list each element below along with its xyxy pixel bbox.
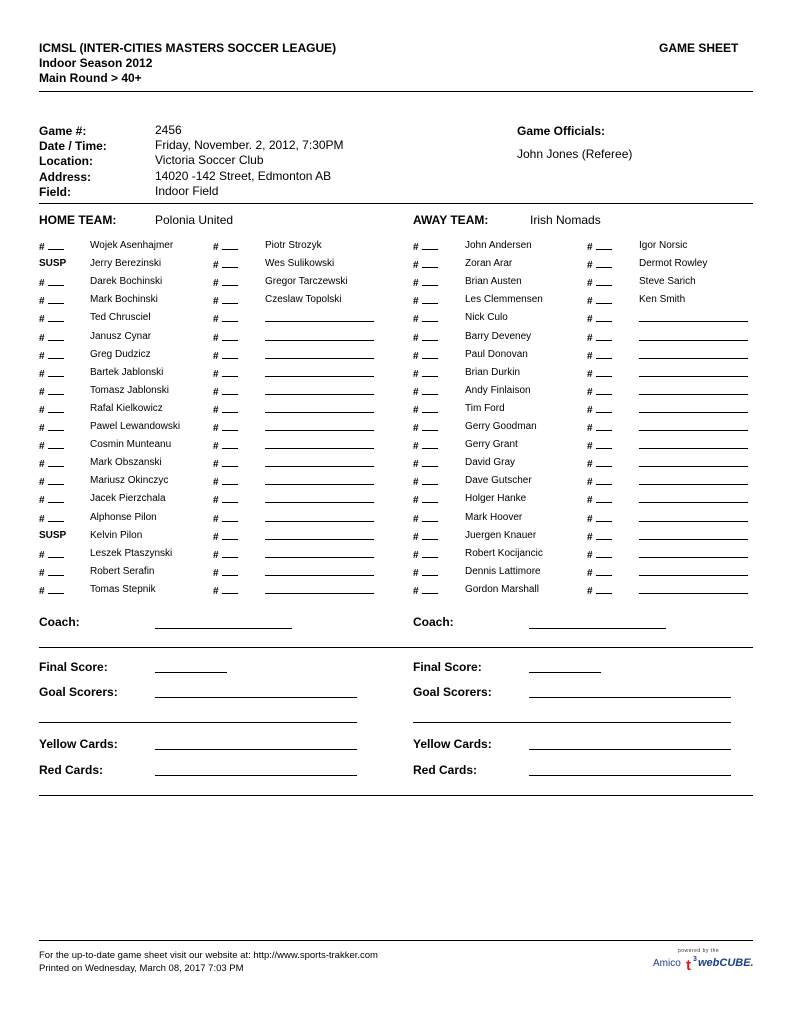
roster-row — [0, 385, 791, 403]
home-final-score-label: Final Score: — [39, 660, 108, 674]
location-label: Location: — [39, 154, 93, 168]
jersey-number-label: # — [213, 441, 219, 452]
player-name-blank[interactable] — [639, 331, 748, 345]
jersey-number-label: # — [213, 459, 219, 470]
player-name: Zoran Arar — [465, 258, 513, 269]
jersey-number-line[interactable] — [596, 530, 612, 540]
player-name: Ken Smith — [639, 294, 686, 305]
jersey-number-cell[interactable] — [587, 294, 612, 308]
field-value: Indoor Field — [155, 184, 219, 198]
jersey-number-label: # — [413, 586, 419, 597]
roster-row — [0, 475, 791, 493]
jersey-number-cell[interactable] — [587, 566, 612, 580]
away-goal-scorers-line[interactable] — [529, 697, 731, 698]
jersey-number-line[interactable] — [596, 457, 612, 467]
jersey-number-label: # — [213, 495, 219, 506]
roster-row — [0, 439, 791, 457]
player-name: Darek Bochinski — [90, 276, 163, 287]
jersey-number-line[interactable] — [596, 566, 612, 576]
roster-row — [0, 258, 791, 276]
player-name: Juergen Knauer — [465, 530, 537, 541]
away-coach-line[interactable] — [529, 628, 666, 629]
home-yellow-cards-label: Yellow Cards: — [39, 737, 118, 751]
jersey-number-cell[interactable] — [587, 385, 612, 399]
player-name: John Andersen — [465, 240, 532, 251]
player-name: Gregor Tarczewski — [265, 276, 348, 287]
home-red-cards-label: Red Cards: — [39, 763, 104, 777]
jersey-number-line[interactable] — [596, 421, 612, 431]
roster-row — [0, 421, 791, 439]
jersey-number-label: # — [213, 242, 219, 253]
jersey-number-cell[interactable] — [587, 367, 612, 381]
away-yellow-cards-line[interactable] — [529, 749, 731, 750]
jersey-number-cell[interactable] — [587, 276, 612, 290]
jersey-number-label: # — [413, 314, 419, 325]
jersey-number-line[interactable] — [596, 439, 612, 449]
jersey-number-label: # — [587, 278, 593, 289]
player-name-blank[interactable] — [639, 512, 748, 526]
player-name-line[interactable] — [639, 530, 748, 540]
jersey-number-cell[interactable] — [587, 493, 612, 507]
jersey-number-label: # — [413, 333, 419, 344]
home-red-cards-line[interactable] — [155, 775, 357, 776]
suspended-badge: SUSP — [39, 530, 67, 541]
jersey-number-label: # — [413, 242, 419, 253]
jersey-number-label: # — [587, 550, 593, 561]
jersey-number-label: # — [587, 369, 593, 380]
player-name: Mariusz Okinczyc — [90, 475, 169, 486]
jersey-number-label: # — [213, 369, 219, 380]
jersey-number-label: # — [39, 296, 45, 307]
jersey-number-label: # — [213, 405, 219, 416]
player-name: Tim Ford — [465, 403, 505, 414]
away-goal-scorers-label: Goal Scorers: — [413, 685, 492, 699]
player-name: Tomas Stepnik — [90, 584, 156, 595]
away-red-cards-line[interactable] — [529, 775, 731, 776]
jersey-number-line[interactable] — [596, 493, 612, 503]
jersey-number-label: # — [587, 477, 593, 488]
player-name: Dermot Rowley — [639, 258, 708, 269]
jersey-number-label: # — [587, 351, 593, 362]
player-name: Bartek Jablonski — [90, 367, 164, 378]
player-name-blank[interactable] — [639, 475, 748, 489]
jersey-number-label: # — [587, 495, 593, 506]
player-name: Robert Kocijancic — [465, 548, 543, 559]
roster-row — [0, 457, 791, 475]
jersey-number-line[interactable] — [596, 512, 612, 522]
address-value: 14020 -142 Street, Edmonton AB — [155, 169, 332, 183]
roster-row — [0, 294, 791, 312]
logo-tagline: powered by the — [678, 948, 720, 954]
jersey-number-label: # — [413, 532, 419, 543]
player-name: Greg Dudzicz — [90, 349, 151, 360]
player-name-line[interactable] — [639, 403, 748, 413]
player-name: Pawel Lewandowski — [90, 421, 181, 432]
player-name: Kelvin Pilon — [90, 530, 143, 541]
t3-logo-icon — [685, 954, 699, 972]
player-name-line[interactable] — [639, 312, 748, 322]
player-name: Wojek Asenhajmer — [90, 240, 174, 251]
jersey-number-label: # — [213, 314, 219, 325]
roster-row — [0, 331, 791, 349]
officials-value: John Jones (Referee) — [517, 147, 633, 161]
player-name-line[interactable] — [639, 421, 748, 431]
jersey-number-label: # — [39, 278, 45, 289]
jersey-number-label: # — [413, 514, 419, 525]
results-divider — [39, 795, 753, 796]
player-name-blank[interactable] — [639, 530, 748, 544]
jersey-number-label: # — [213, 296, 219, 307]
jersey-number-line[interactable] — [596, 258, 612, 268]
jersey-number-line[interactable] — [596, 367, 612, 377]
home-goal-scorers-label: Goal Scorers: — [39, 685, 118, 699]
player-name: Cosmin Munteanu — [90, 439, 172, 450]
player-name: Jacek Pierzchala — [90, 493, 166, 504]
field-label: Field: — [39, 185, 71, 199]
jersey-number-cell[interactable] — [587, 421, 612, 435]
location-value: Victoria Soccer Club — [155, 153, 264, 167]
player-name-line[interactable] — [639, 457, 748, 467]
player-name: Rafal Kielkowicz — [90, 403, 163, 414]
home-coach-label: Coach: — [39, 615, 80, 629]
webcube-logo — [651, 948, 753, 972]
jersey-number-label: # — [39, 550, 45, 561]
roster-row — [0, 349, 791, 367]
away-team-label: AWAY TEAM: — [413, 213, 489, 227]
jersey-number-label: # — [39, 314, 45, 325]
home-team-label: HOME TEAM: — [39, 213, 117, 227]
jersey-number-label: # — [413, 351, 419, 362]
player-name-line[interactable] — [639, 512, 748, 522]
player-name: Dennis Lattimore — [465, 566, 541, 577]
jersey-number-label: # — [413, 387, 419, 398]
jersey-number-cell[interactable] — [587, 258, 612, 272]
roster-row — [0, 493, 791, 511]
jersey-number-cell[interactable] — [587, 475, 612, 489]
player-name-line[interactable] — [639, 331, 748, 341]
jersey-number-cell[interactable] — [587, 530, 612, 544]
player-name: David Gray — [465, 457, 516, 468]
game-number-value: 2456 — [155, 123, 182, 137]
roster-row — [0, 403, 791, 421]
jersey-number-cell[interactable] — [587, 548, 612, 562]
jersey-number-label: # — [587, 568, 593, 579]
home-goal-scorers-line-2[interactable] — [39, 722, 357, 723]
jersey-number-label: # — [413, 550, 419, 561]
jersey-number-cell[interactable] — [587, 312, 612, 326]
player-name-line[interactable] — [639, 367, 748, 377]
home-goal-scorers-line[interactable] — [155, 697, 357, 698]
jersey-number-label: # — [39, 369, 45, 380]
doc-type-title: GAME SHEET — [659, 41, 739, 55]
player-name: Mark Hoover — [465, 512, 523, 523]
player-name: Alphonse Pilon — [90, 512, 157, 523]
player-name: Andy Finlaison — [465, 385, 531, 396]
jersey-number-label: # — [413, 296, 419, 307]
roster-row — [0, 240, 791, 258]
player-name: Barry Deveney — [465, 331, 532, 342]
jersey-number-line[interactable] — [596, 240, 612, 250]
jersey-number-label: # — [413, 278, 419, 289]
player-name: Steve Sarich — [639, 276, 696, 287]
jersey-number-label: # — [39, 387, 45, 398]
player-name-blank[interactable] — [639, 439, 748, 453]
player-name-line[interactable] — [639, 493, 748, 503]
svg-text:3: 3 — [693, 956, 697, 963]
jersey-number-cell[interactable] — [587, 512, 612, 526]
home-final-score-line[interactable] — [155, 672, 227, 673]
jersey-number-label: # — [413, 459, 419, 470]
season-title: Indoor Season 2012 — [39, 56, 153, 70]
player-name-blank[interactable] — [639, 457, 748, 471]
jersey-number-label: # — [39, 441, 45, 452]
jersey-number-line[interactable] — [596, 276, 612, 286]
roster-row — [0, 548, 791, 566]
player-name-blank[interactable] — [639, 312, 748, 326]
logo-brand: Amico — [653, 958, 681, 969]
jersey-number-label: # — [39, 333, 45, 344]
player-name: Ted Chrusciel — [90, 312, 151, 323]
svg-text:t: t — [686, 957, 691, 972]
player-name: Mark Obszanski — [90, 457, 162, 468]
jersey-number-label: # — [587, 586, 593, 597]
jersey-number-line[interactable] — [596, 584, 612, 594]
jersey-number-label: # — [39, 495, 45, 506]
jersey-number-label: # — [213, 568, 219, 579]
jersey-number-label: # — [213, 260, 219, 271]
home-yellow-cards-line[interactable] — [155, 749, 357, 750]
footer-printed-text: Printed on Wednesday, March 08, 2017 7:03 PM — [39, 963, 244, 974]
header-divider — [39, 91, 753, 92]
jersey-number-label: # — [39, 568, 45, 579]
player-name-blank[interactable] — [639, 493, 748, 507]
player-name: Tomasz Jablonski — [90, 385, 169, 396]
player-name-line[interactable] — [639, 566, 748, 576]
jersey-number-label: # — [587, 314, 593, 325]
jersey-number-label: # — [413, 405, 419, 416]
player-name: Jerry Berezinski — [90, 258, 162, 269]
player-name: Paul Donovan — [465, 349, 528, 360]
jersey-number-label: # — [213, 423, 219, 434]
player-name-blank[interactable] — [639, 566, 748, 580]
address-label: Address: — [39, 170, 92, 184]
jersey-number-label: # — [413, 441, 419, 452]
jersey-number-label: # — [413, 477, 419, 488]
datetime-value: Friday, November. 2, 2012, 7:30PM — [155, 138, 344, 152]
away-yellow-cards-label: Yellow Cards: — [413, 737, 492, 751]
away-red-cards-label: Red Cards: — [413, 763, 478, 777]
player-name: Gordon Marshall — [465, 584, 539, 595]
player-name-blank[interactable] — [639, 584, 748, 598]
jersey-number-label: # — [39, 459, 45, 470]
player-name: Holger Hanke — [465, 493, 527, 504]
player-name: Robert Serafin — [90, 566, 155, 577]
jersey-number-label: # — [213, 351, 219, 362]
jersey-number-label: # — [39, 351, 45, 362]
roster-row — [0, 367, 791, 385]
player-name-line[interactable] — [639, 475, 748, 485]
jersey-number-label: # — [587, 333, 593, 344]
jersey-number-label: # — [413, 260, 419, 271]
player-name: Gerry Grant — [465, 439, 518, 450]
jersey-number-label: # — [39, 423, 45, 434]
jersey-number-cell[interactable] — [587, 331, 612, 345]
jersey-number-label: # — [587, 242, 593, 253]
officials-label: Game Officials: — [517, 124, 606, 138]
home-team-name: Polonia United — [155, 213, 234, 227]
jersey-number-label: # — [39, 477, 45, 488]
player-name: Wes Sulikowski — [265, 258, 335, 269]
player-name: Brian Austen — [465, 276, 522, 287]
roster-row — [0, 276, 791, 294]
jersey-number-label: # — [213, 477, 219, 488]
jersey-number-line[interactable] — [596, 475, 612, 485]
jersey-number-label: # — [587, 296, 593, 307]
jersey-number-label: # — [413, 495, 419, 506]
player-name-blank[interactable] — [639, 367, 748, 381]
jersey-number-label: # — [213, 586, 219, 597]
player-name: Dave Gutscher — [465, 475, 532, 486]
roster-row — [0, 312, 791, 330]
away-team-name: Irish Nomads — [530, 213, 601, 227]
jersey-number-label: # — [213, 333, 219, 344]
player-name: Brian Durkin — [465, 367, 521, 378]
jersey-number-label: # — [213, 387, 219, 398]
jersey-number-cell[interactable] — [587, 439, 612, 453]
jersey-number-cell[interactable] — [587, 457, 612, 471]
datetime-label: Date / Time: — [39, 139, 107, 153]
jersey-number-line[interactable] — [596, 349, 612, 359]
jersey-number-label: # — [587, 423, 593, 434]
jersey-number-label: # — [587, 387, 593, 398]
jersey-number-label: # — [213, 532, 219, 543]
game-number-label: Game #: — [39, 124, 87, 138]
jersey-number-line[interactable] — [596, 403, 612, 413]
away-final-score-line[interactable] — [529, 672, 601, 673]
player-name: Igor Norsic — [639, 240, 688, 251]
away-final-score-label: Final Score: — [413, 660, 482, 674]
player-name: Gerry Goodman — [465, 421, 537, 432]
player-name-blank[interactable] — [639, 548, 748, 562]
jersey-number-label: # — [587, 405, 593, 416]
jersey-number-label: # — [39, 586, 45, 597]
roster-divider — [39, 647, 753, 648]
away-coach-label: Coach: — [413, 615, 454, 629]
jersey-number-label: # — [213, 514, 219, 525]
player-name-line[interactable] — [639, 439, 748, 449]
jersey-number-cell[interactable] — [587, 240, 612, 254]
jersey-number-label: # — [587, 260, 593, 271]
jersey-number-label: # — [413, 369, 419, 380]
jersey-number-line[interactable] — [596, 312, 612, 322]
jersey-number-cell[interactable] — [587, 584, 612, 598]
jersey-number-label: # — [39, 514, 45, 525]
footer-website-text: For the up-to-date game sheet visit our website at: http://www.sports-trakker.com — [39, 950, 378, 961]
round-title: Main Round > 40+ — [39, 71, 142, 85]
player-name-blank[interactable] — [639, 385, 748, 399]
league-title: ICMSL (INTER-CITIES MASTERS SOCCER LEAGUE) — [39, 41, 337, 55]
away-goal-scorers-line-2[interactable] — [413, 722, 731, 723]
player-name-line[interactable] — [639, 349, 748, 359]
jersey-number-line[interactable] — [596, 331, 612, 341]
jersey-number-line[interactable] — [596, 294, 612, 304]
player-name: Nick Culo — [465, 312, 508, 323]
jersey-number-line[interactable] — [596, 385, 612, 395]
player-name-blank[interactable] — [639, 403, 748, 417]
jersey-number-label: # — [213, 550, 219, 561]
footer-divider — [39, 940, 753, 941]
logo-product: webCUBE. — [698, 957, 754, 969]
jersey-number-line[interactable] — [596, 548, 612, 558]
home-coach-line[interactable] — [155, 628, 292, 629]
jersey-number-label: # — [587, 532, 593, 543]
jersey-number-cell[interactable] — [587, 349, 612, 363]
player-name: Mark Bochinski — [90, 294, 158, 305]
suspended-badge: SUSP — [39, 258, 67, 269]
jersey-number-label: # — [413, 423, 419, 434]
jersey-number-label: # — [213, 278, 219, 289]
player-name: Czeslaw Topolski — [265, 294, 342, 305]
jersey-number-label: # — [587, 514, 593, 525]
jersey-number-label: # — [587, 441, 593, 452]
roster-row — [0, 512, 791, 530]
player-name: Janusz Cynar — [90, 331, 152, 342]
info-divider — [39, 203, 753, 204]
player-name-line[interactable] — [639, 584, 748, 594]
roster-row — [0, 566, 791, 584]
jersey-number-label: # — [587, 459, 593, 470]
player-name-line[interactable] — [639, 385, 748, 395]
player-name: Leszek Ptaszynski — [90, 548, 173, 559]
jersey-number-label: # — [39, 405, 45, 416]
player-name-blank[interactable] — [639, 421, 748, 435]
player-name-blank[interactable] — [639, 349, 748, 363]
roster-row — [0, 584, 791, 602]
player-name: Les Clemmensen — [465, 294, 543, 305]
jersey-number-cell[interactable] — [587, 403, 612, 417]
player-name: Piotr Strozyk — [265, 240, 322, 251]
player-name-line[interactable] — [639, 548, 748, 558]
jersey-number-label: # — [39, 242, 45, 253]
roster-row — [0, 530, 791, 548]
jersey-number-label: # — [413, 568, 419, 579]
